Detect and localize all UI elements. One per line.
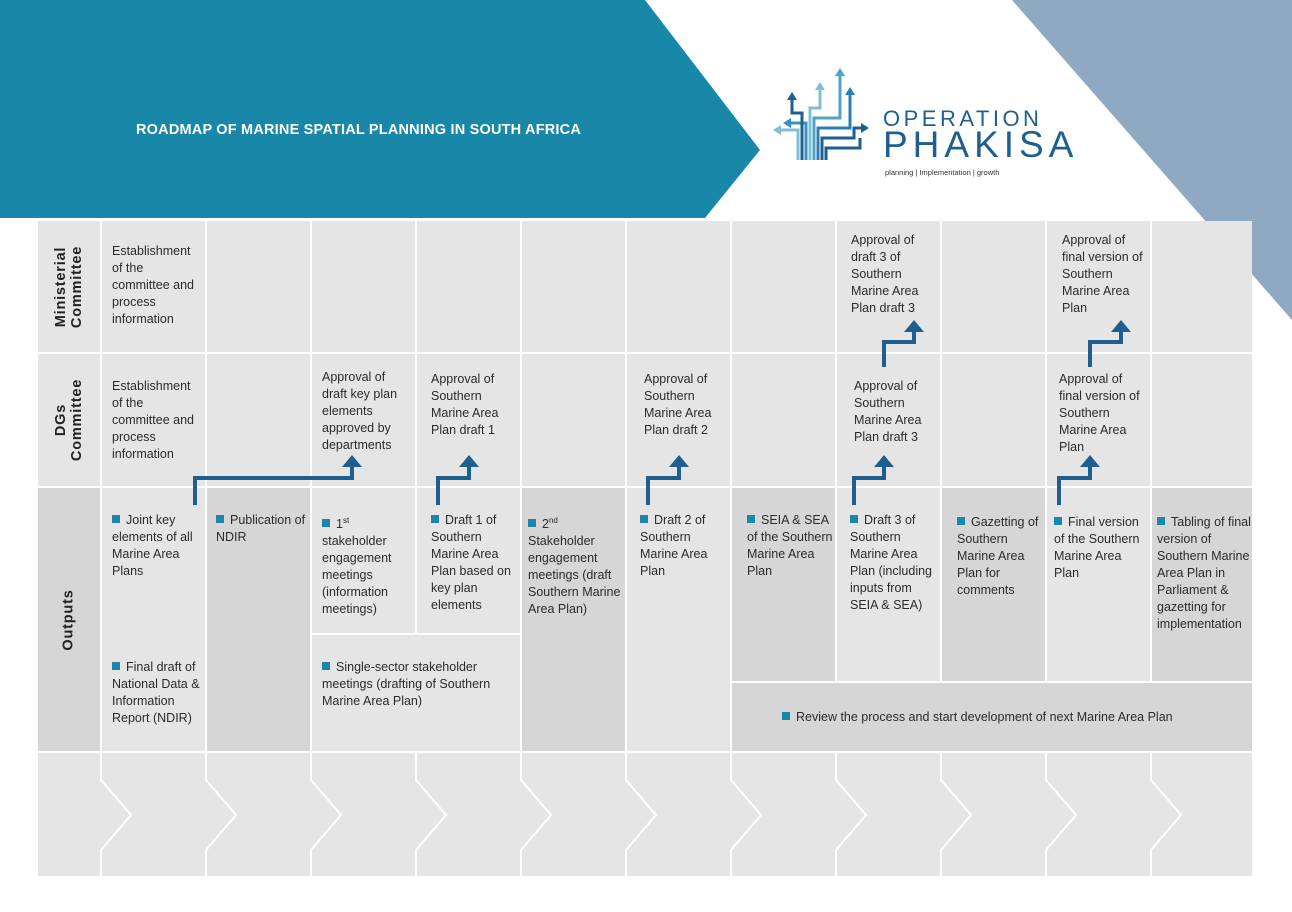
bullet-square [322, 662, 330, 670]
bullet-square [640, 515, 648, 523]
dgs-cell-approval-final: Approval of final version of Southern Marine Area Plan [1059, 372, 1140, 454]
bullet-square [1157, 517, 1165, 525]
ministerial-cell-establishment: Establishment of the committee and process information [112, 244, 194, 326]
output-second-stakeholder-meetings: 2nd Stakeholder engagement meetings (draft Southern Marine Area Plan) [528, 516, 621, 617]
bullet-square [112, 662, 120, 670]
dgs-cell-approval-draft2: Approval of Southern Marine Area Plan draft 2 [644, 372, 712, 437]
bullet-square [782, 712, 790, 720]
output-publication-ndir: Publication of NDIR [216, 513, 306, 544]
dgs-cell-approval-key-elements: Approval of draft key plan elements approved by departments [322, 370, 398, 452]
dgs-cell-approval-draft3: Approval of Southern Marine Area Plan draft 3 [854, 379, 922, 444]
logo-text-phakisa: PHAKISA [883, 124, 1079, 165]
row-label-outputs: Outputs [60, 588, 77, 651]
row-label-dgs-committee: DGs Committee [53, 378, 85, 462]
output-seia-sea: SEIA & SEA of the Southern Marine Area Plan [747, 513, 833, 578]
ministerial-cell-approval-draft3: Approval of draft 3 of Southern Marine Area Plan draft 3 [851, 233, 919, 315]
bullet-square [957, 517, 965, 525]
bullet-square [747, 515, 755, 523]
ministerial-cell-approval-final: Approval of final version of Southern Marine Area Plan [1062, 233, 1143, 315]
output-first-stakeholder-meetings: 1st stakeholder engagement meetings (information meetings) [322, 516, 392, 617]
dgs-cell-approval-draft1: Approval of Southern Marine Area Plan draft 1 [431, 372, 499, 437]
output-single-sector-meetings: Single-sector stakeholder meetings (drafting of Southern Marine Area Plan) [322, 660, 491, 708]
output-gazetting-comments: Gazetting of Southern Marine Area Plan for comments [957, 515, 1039, 597]
output-tabling-parliament: Tabling of final version of Southern Marine Area Plan in Parliament & gazetting for implementation [1157, 515, 1251, 631]
row-label-ministerial-committee: Ministerial Committee [53, 245, 86, 329]
bullet-square [216, 515, 224, 523]
dgs-cell-establishment: Establishment of the committee and process information [112, 379, 194, 461]
output-draft1: Draft 1 of Southern Marine Area Plan based on key plan elements [431, 513, 511, 612]
output-joint-key-elements: Joint key elements of all Marine Area Plans [112, 513, 193, 578]
bullet-square [322, 519, 330, 527]
page-title: ROADMAP OF MARINE SPATIAL PLANNING IN SOUTH AFRICA [136, 122, 581, 138]
logo-text-operation: OPERATION [883, 106, 1043, 131]
bullet-square [431, 515, 439, 523]
output-draft3: Draft 3 of Southern Marine Area Plan (including inputs from SEIA & SEA) [850, 513, 932, 612]
output-final-version: Final version of the Southern Marine Area Plan [1054, 515, 1140, 580]
bullet-square [112, 515, 120, 523]
bullet-square [850, 515, 858, 523]
output-final-draft-ndir: Final draft of National Data & Information Report (NDIR) [112, 660, 200, 725]
bullet-square [1054, 517, 1062, 525]
output-draft2: Draft 2 of Southern Marine Area Plan [640, 513, 708, 578]
output-review-process: Review the process and start development of next Marine Area Plan [782, 709, 1232, 726]
logo-tagline: planning | Implementation | growth [885, 168, 1000, 177]
bullet-square [528, 519, 536, 527]
